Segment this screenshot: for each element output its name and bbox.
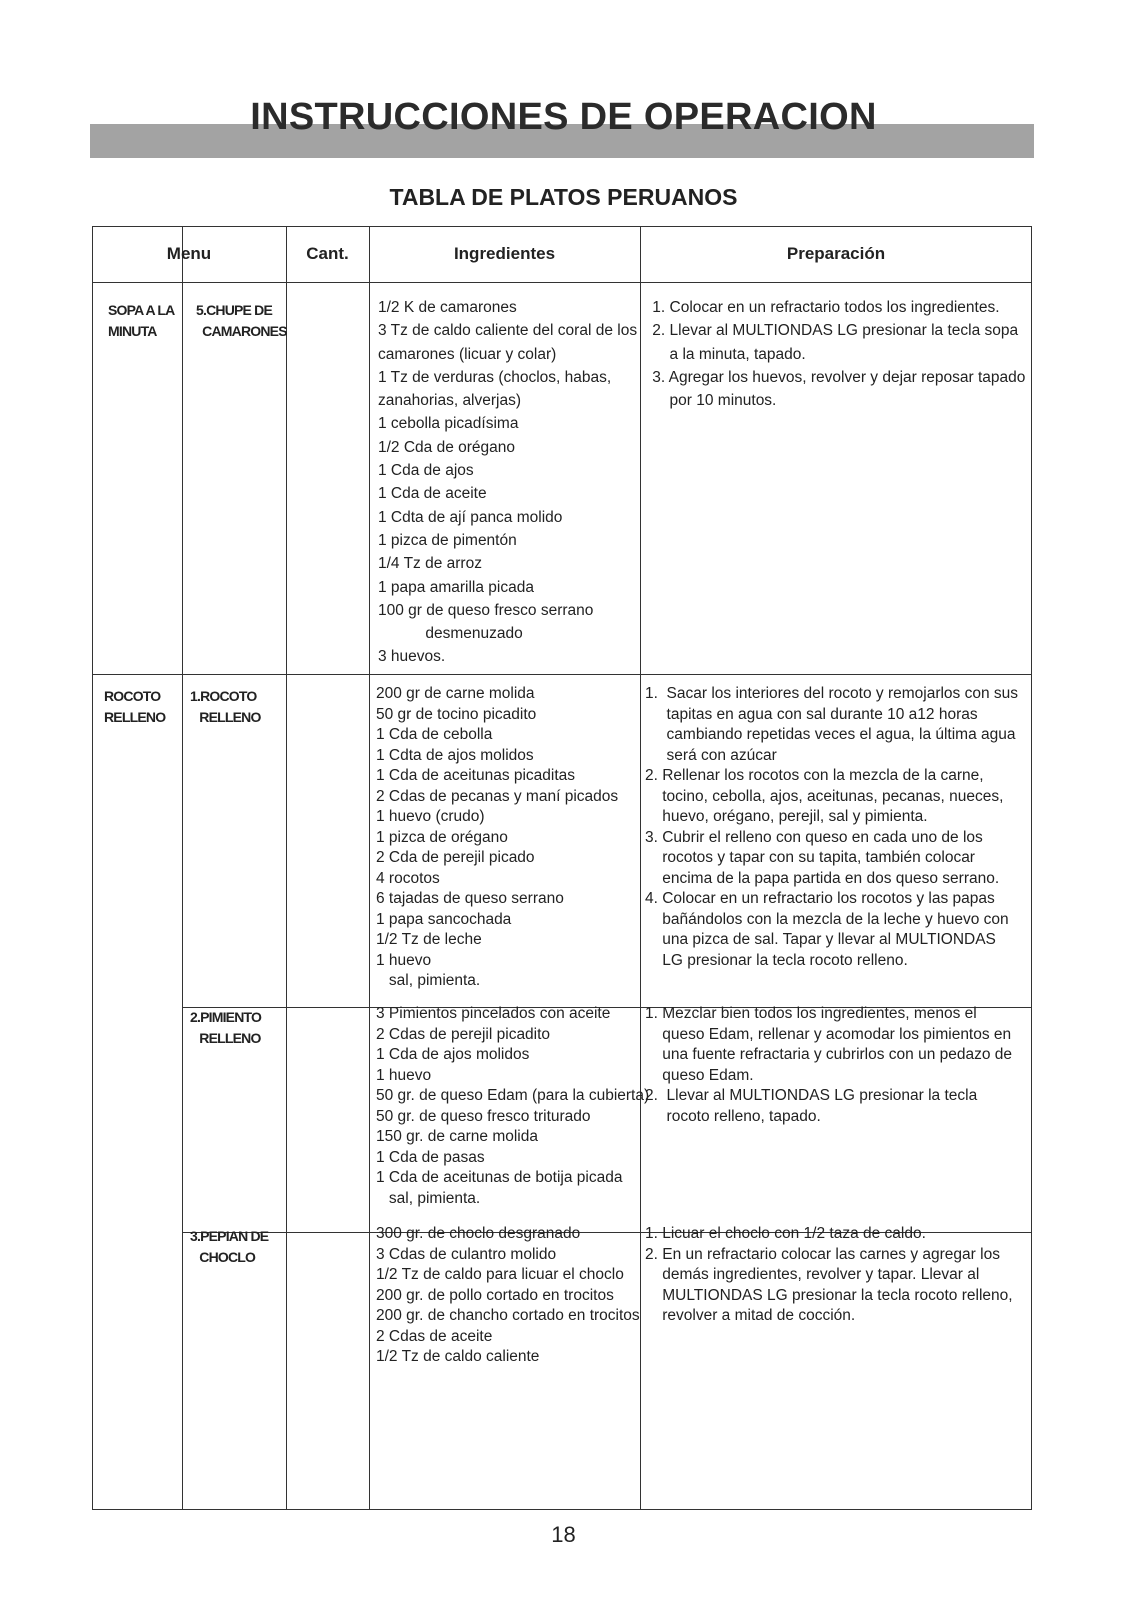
dish-chupe-de-camarones: 5.CHUPE DE CAMARONES xyxy=(196,302,287,339)
preparation-rocoto-relleno: 1. Sacar los interiores del rocoto y remojarlos con sus tapitas en agua con sal durante 10 a12 horas cambiando repetidas veces el agua, la última agua será con azúcar 2. Rellenar los rocotos con la mezcla de la carne, tocino, cebolla, ajos, aceitunas, pecanas, nueces, huevo, orégano, perejil, sal y pimienta. 3. Cubrir el relleno con queso en cada uno de los rocotos y tapar con su tapita, también colocar encima de la papa partida en dos queso serrano. 4. Colocar en un refractario los rocotos y las papas bañándolos con la mezcla de la leche y huevo con una pizca de sal. Tapar y llevar al MULTIONDAS LG presionar la tecla rocoto relleno. xyxy=(645,685,1019,969)
header-menu: Menu xyxy=(166,244,212,263)
header-divider xyxy=(92,282,1032,283)
header-ingredients: Ingredientes xyxy=(453,244,556,263)
dish-pimiento-relleno: 2.PIMIENTO RELLENO xyxy=(190,1009,262,1046)
table-title: TABLA DE PLATOS PERUANOS xyxy=(389,184,738,210)
category-sopa-a-la-minuta: SOPA A LA MINUTA xyxy=(108,302,175,339)
ingredients-pimiento-relleno: 3 Pimientos pincelados con aceite 2 Cdas de perejil picadito 1 Cda de ajos molidos 1 huevo 50 gr. de queso Edam (para la cubierta) 50 gr. de queso fresco triturado 150 gr. de carne molida 1 Cda de pasas 1 Cda de aceitunas de botija picada sal, pimienta. xyxy=(376,1005,650,1207)
dish-rocoto-relleno: 1.ROCOTO RELLENO xyxy=(190,688,261,725)
preparation-pimiento-relleno: 1. Mezclar bien todos los ingredientes, menos el queso Edam, rellenar y acomodar los pimientos en una fuente refractaria y cubrirlos con un pedazo de queso Edam. 2. Llevar al MULTIONDAS LG presionar la tecla rocoto relleno, tapado. xyxy=(645,1005,1013,1125)
header-preparation: Preparación xyxy=(786,244,886,263)
dish-pepian-de-choclo: 3.PEPIAN DE CHOCLO xyxy=(190,1228,269,1265)
preparation-chupe-de-camarones: 1. Colocar en un refractario todos los ingredientes. 2. Llevar al MULTIONDAS LG presionar la tecla sopa a la minuta, tapado. 3. Agregar los huevos, revolver y dejar reposar tapado por 10 minutos. xyxy=(652,299,1026,410)
header-cant: Cant. xyxy=(306,244,349,263)
row-divider-1 xyxy=(92,674,1032,675)
col-divider-cant xyxy=(369,226,370,1510)
col-divider-menu xyxy=(182,226,183,1510)
preparation-pepian-de-choclo: 1. Licuar el choclo con 1/2 taza de caldo. 2. En un refractario colocar las carnes y agregar los demás ingredientes, revolver y tapar. Llevar al MULTIONDAS LG presionar la tecla rocoto relleno, revolver a mitad de cocción. xyxy=(645,1225,1013,1324)
col-divider-dish xyxy=(286,226,287,1510)
page-number: 18 xyxy=(551,1522,576,1547)
ingredients-chupe-de-camarones: 1/2 K de camarones 3 Tz de caldo caliente del coral de los camarones (licuar y colar) 1 Tz de verduras (choclos, habas, zanahorias, alverjas) 1 cebolla picadísima 1/2 Cda de orégano 1 Cda de ajos 1 Cda de aceite 1 Cdta de ají panca molido 1 pizca de pimentón 1/4 Tz de arroz 1 papa amarilla picada 100 gr de queso fresco serrano desmenuzado 3 huevos. xyxy=(378,299,638,666)
category-rocoto-relleno: ROCOTO RELLENO xyxy=(104,688,166,725)
col-divider-ingredients xyxy=(640,226,641,1510)
page-title: INSTRUCCIONES DE OPERACION xyxy=(250,96,877,138)
ingredients-rocoto-relleno: 200 gr de carne molida 50 gr de tocino picadito 1 Cda de cebolla 1 Cdta de ajos molidos 1 Cda de aceitunas picaditas 2 Cdas de pecanas y maní picados 1 huevo (crudo) 1 pizca de orégano 2 Cda de perejil picado 4 rocotos 6 tajadas de queso serrano 1 papa sancochada 1/2 Tz de leche 1 huevo sal, pimienta. xyxy=(376,685,619,989)
ingredients-pepian-de-choclo: 300 gr. de choclo desgranado 3 Cdas de culantro molido 1/2 Tz de caldo para licuar el choclo 200 gr. de pollo cortado en trocitos 200 gr. de chancho cortado en trocitos 2 Cdas de aceite 1/2 Tz de caldo caliente xyxy=(376,1225,640,1365)
